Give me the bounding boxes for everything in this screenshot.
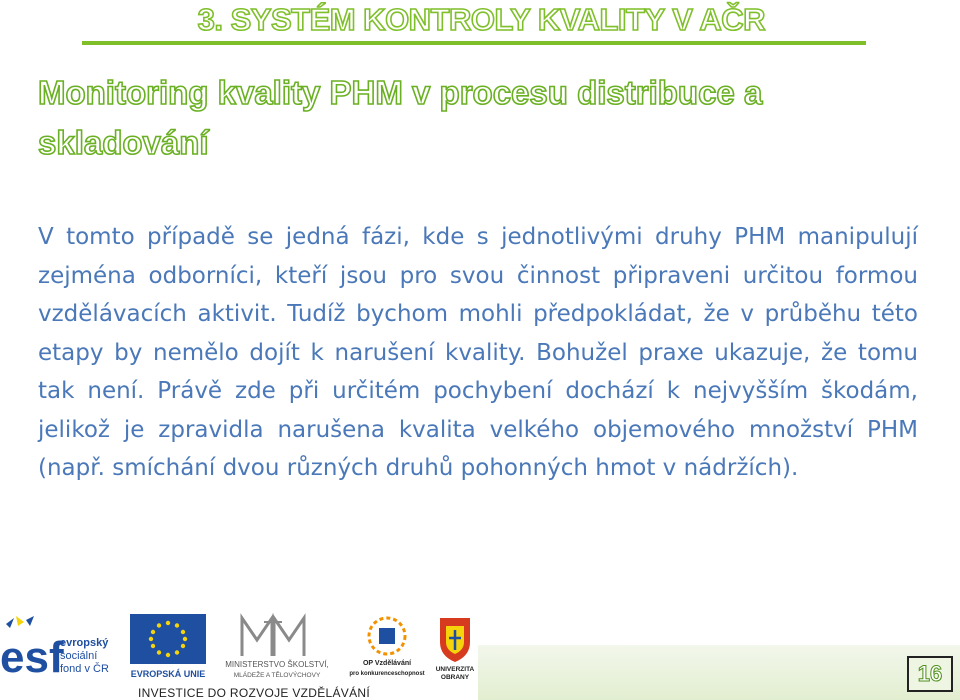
body-paragraph: V tomto případě se jedná fázi, kde s jednotlivými druhy PHM manipulují zejména odborníci, kteří jsou pro svou činnost připraveni určitou formou vzdělávacích aktivit. Tudíž bychom mohli předpokládat, že v průběhu této etapy by nemělo dojít k narušení kvality. Bohužel praxe ukazuje, že tomu tak není. Právě zde při určitém pochybení dochází k nejvyšším škodám, jelikož je zpravidla narušena kvalita velkého objemového množství PHM (např. smíchání dvou různých druhů pohonných hmot v nádržích). xyxy=(38,224,918,481)
op-text-1: OP Vzdělávání xyxy=(362,660,412,667)
esf-text-1: evropský xyxy=(60,637,109,649)
esf-logo xyxy=(0,612,124,682)
title-underline xyxy=(82,41,866,45)
esf-text-3: fond v ČR xyxy=(60,663,109,675)
op-vk-logo xyxy=(346,612,428,682)
msmt-text-2: MLÁDEŽE A TĚLOVÝCHOVY xyxy=(233,672,321,679)
msmt-text-1: MINISTERSTVO ŠKOLSTVÍ, xyxy=(225,660,329,669)
slide-subtitle: Monitoring kvality PHM v procesu distribuce a skladování xyxy=(38,74,763,161)
footer-caption: INVESTICE DO ROZVOJE VZDĚLÁVÁNÍ xyxy=(138,686,371,700)
slide-title: 3. SYSTÉM KONTROLY KVALITY V AČR xyxy=(197,2,765,37)
footer-decoration xyxy=(478,645,960,700)
univ-text-1: UNIVERZITA xyxy=(435,666,475,673)
univ-text-2: OBRANY xyxy=(440,674,470,681)
esf-text-2: sociální xyxy=(60,650,98,662)
page-number: 16 xyxy=(907,656,953,692)
eu-text: EVROPSKÁ UNIE xyxy=(130,669,206,679)
msmt-logo xyxy=(212,612,342,682)
eu-flag-logo xyxy=(128,612,208,682)
university-of-defence-logo xyxy=(432,612,478,682)
esf-mark: esf xyxy=(0,633,64,682)
op-text-2: pro konkurenceschopnost xyxy=(349,671,425,677)
